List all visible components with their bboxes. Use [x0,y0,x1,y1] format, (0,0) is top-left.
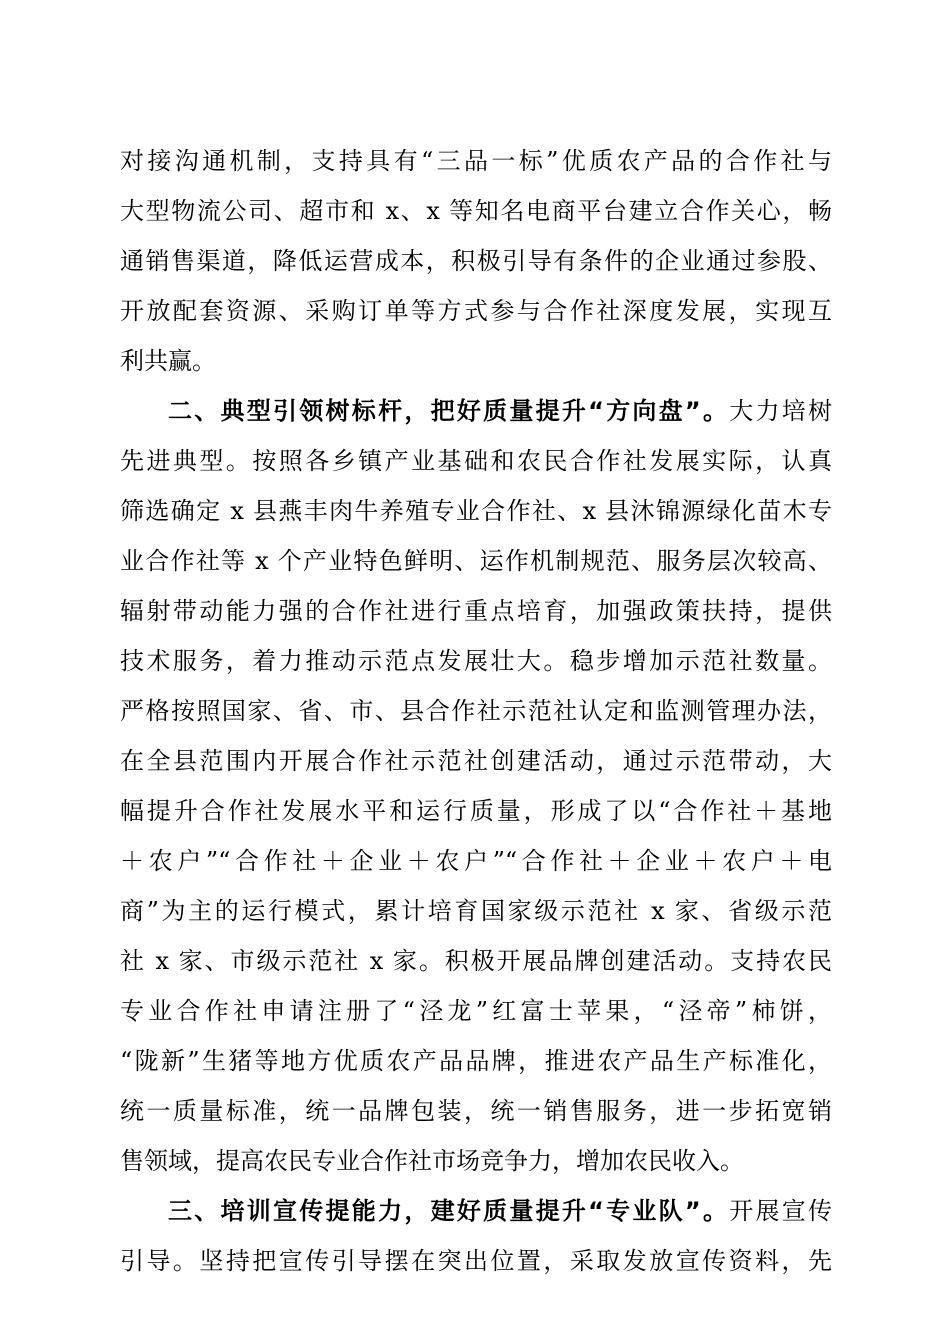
text-line: 辐射带动能力强的合作社进行重点培育，加强政策扶持，提供 [120,597,832,625]
text-line: “陇新”生猪等地方优质农产品品牌，推进农产品生产标准化， [120,1047,832,1075]
text-line: 筛选确定 x 县燕丰肉牛养殖专业合作社、x 县沐锦源绿化苗木专 [120,497,832,525]
text-line: 大型物流公司、超市和 x、x 等知名电商平台建立合作关心，畅 [120,197,832,225]
section-heading: 二、典型引领树标杆，把好质量提升“方向盘”。 [168,397,730,425]
text-line: 商”为主的运行模式，累计培育国家级示范社 x 家、省级示范 [120,897,832,925]
text-line: 幅提升合作社发展水平和运行质量，形成了以“合作社＋基地 [120,797,832,825]
section-heading-line [168,391,832,431]
text-line: ＋农户”“合作社＋企业＋农户”“合作社＋企业＋农户＋电 [120,847,832,875]
text-line: 在全县范围内开展合作社示范社创建活动，通过示范带动，大 [120,747,832,775]
text-line: 通销售渠道，降低运营成本，积极引导有条件的企业通过参股、 [120,247,832,275]
text-line: 统一质量标准，统一品牌包装，统一销售服务，进一步拓宽销 [120,1097,832,1125]
section-heading: 三、培训宣传提能力，建好质量提升“专业队”。 [168,1197,730,1225]
text-line: 专业合作社申请注册了“泾龙”红富士苹果，“泾帝”柿饼， [120,997,832,1025]
text-line: 业合作社等 x 个产业特色鲜明、运作机制规范、服务层次较高、 [120,547,832,575]
text-line: 利共赢。 [120,347,216,375]
text-line: 社 x 家、市级示范社 x 家。积极开展品牌创建活动。支持农民 [120,947,832,975]
section-lead: 开展宣传 [729,1197,833,1225]
text-line: 对接沟通机制，支持具有“三品一标”优质农产品的合作社与 [120,147,832,175]
text-line: 引导。坚持把宣传引导摆在突出位置，采取发放宣传资料，先 [120,1247,832,1275]
section-lead: 大力培树 [729,397,833,425]
text-line: 严格按照国家、省、市、县合作社示范社认定和监测管理办法， [120,697,832,725]
text-line: 开放配套资源、采购订单等方式参与合作社深度发展，实现互 [120,297,832,325]
text-line: 先进典型。按照各乡镇产业基础和农民合作社发展实际，认真 [120,447,832,475]
text-line: 售领域，提高农民专业合作社市场竞争力，增加农民收入。 [120,1147,744,1175]
text-line: 技术服务，着力推动示范点发展壮大。稳步增加示范社数量。 [120,647,832,675]
section-heading-line [168,1191,832,1231]
